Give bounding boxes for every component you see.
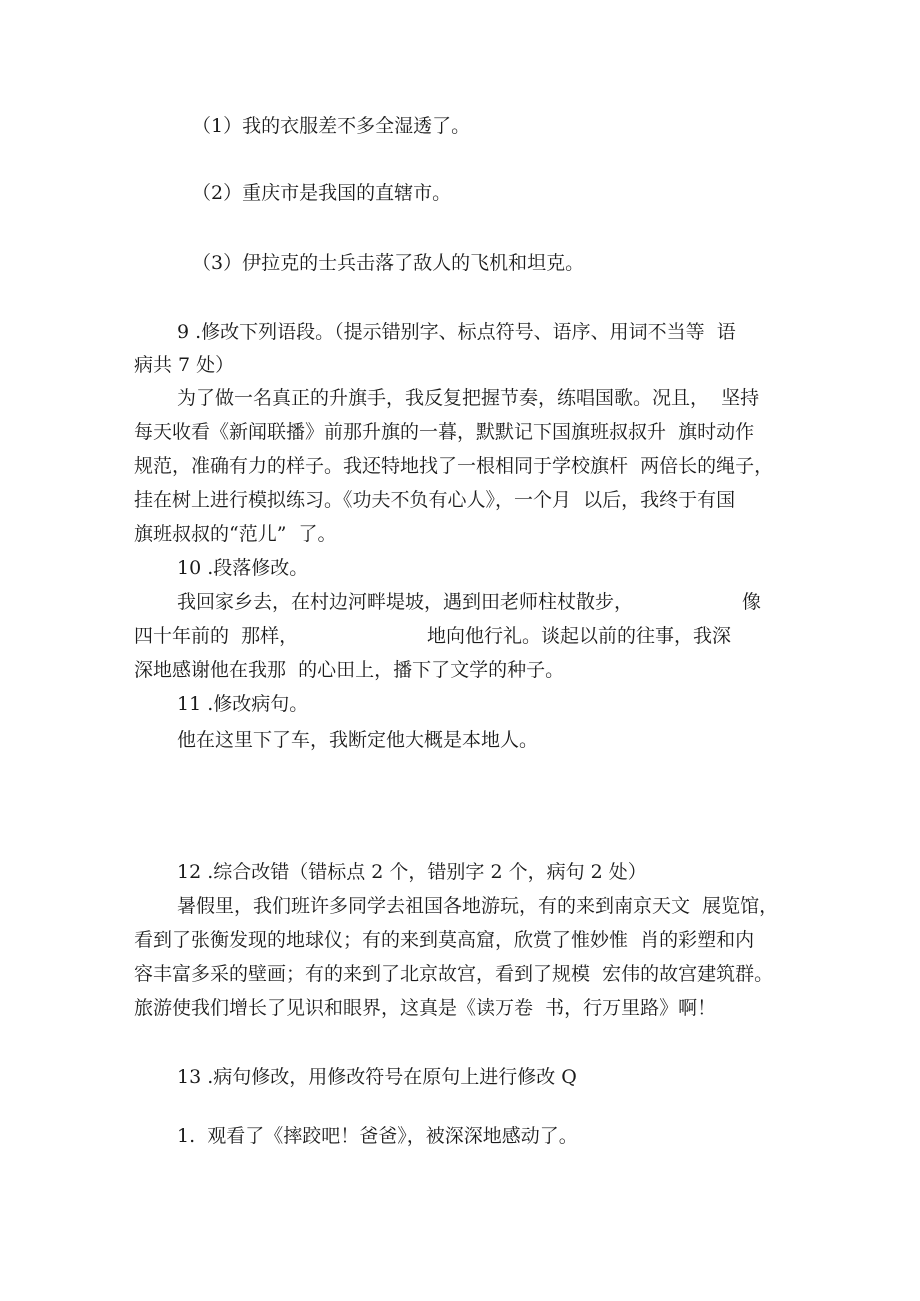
q13-item-1: 1. 观看了《摔跤吧！爸爸》，被深深地感动了。 <box>177 1125 578 1147</box>
q9-para-line-1: 为了做一名真正的升旗手，我反复把握节奏，练唱国歌。况且， 坚持 <box>177 387 760 409</box>
q9-para-line-5: 旗班叔叔的“范儿” 了。 <box>134 523 337 545</box>
q11-sentence: 他在这里下了车，我断定他大概是本地人。 <box>177 729 539 751</box>
q13-title: 13 .病句修改，用修改符号在原句上进行修改 Q <box>177 1066 577 1088</box>
q10-title: 10 .段落修改。 <box>177 557 309 579</box>
item-3: （3）伊拉克的士兵击落了敌人的飞机和坦克。 <box>192 252 585 274</box>
q9-para-line-2: 每天收看《新闻联播》前那升旗的一暮，默默记下国旗班叔叔升 旗时动作 <box>134 421 755 443</box>
item-1: （1）我的衣服差不多全湿透了。 <box>192 115 471 137</box>
q10-para-fragment: 像 <box>742 591 762 613</box>
q9-para-line-4: 挂在树上进行模拟练习。《功夫不负有心人》，一个月 以后，我终于有国 <box>134 489 736 511</box>
item-2: （2）重庆市是我国的直辖市。 <box>192 182 452 204</box>
q12-para-line-1: 暑假里，我们班许多同学去祖国各地游玩，有的来到南京天文 展览馆， <box>177 895 779 917</box>
q9-para-line-3: 规范，准确有力的样子。我还特地找了一根相同于学校旗杆 两倍长的绳子， <box>134 455 774 477</box>
q12-title: 12 .综合改错（错标点 2 个，错别字 2 个，病句 2 处） <box>177 861 647 883</box>
q10-para-line-1: 我回家乡去，在村边河畔堤坡，遇到田老师柱杖散步， <box>177 591 634 613</box>
q12-para-line-2: 看到了张衡发现的地球仪；有的来到莫高窟，欣赏了惟妙惟 肖的彩塑和内 <box>134 929 755 951</box>
q12-para-line-3: 容丰富多采的壁画；有的来到了北京故宫，看到了规模 宏伟的故宫建筑群。 <box>134 963 774 985</box>
q12-para-line-4: 旅游使我们增长了见识和眼界，这真是《读万卷 书，行万里路》啊！ <box>134 997 717 1019</box>
q9-title-line-1: 9 .修改下列语段。（提示错别字、标点符号、语序、用词不当等 语 <box>177 321 736 343</box>
q10-para-line-2a: 四十年前的 那样， <box>134 625 299 647</box>
q9-title-line-2: 病共 7 处） <box>134 354 235 376</box>
q10-para-line-3: 深地感谢他在我那 的心田上，播下了文学的种子。 <box>134 659 565 681</box>
q10-para-line-2b: 地向他行礼。谈起以前的往事，我深 <box>427 625 732 647</box>
q11-title: 11 .修改病句。 <box>177 693 309 715</box>
